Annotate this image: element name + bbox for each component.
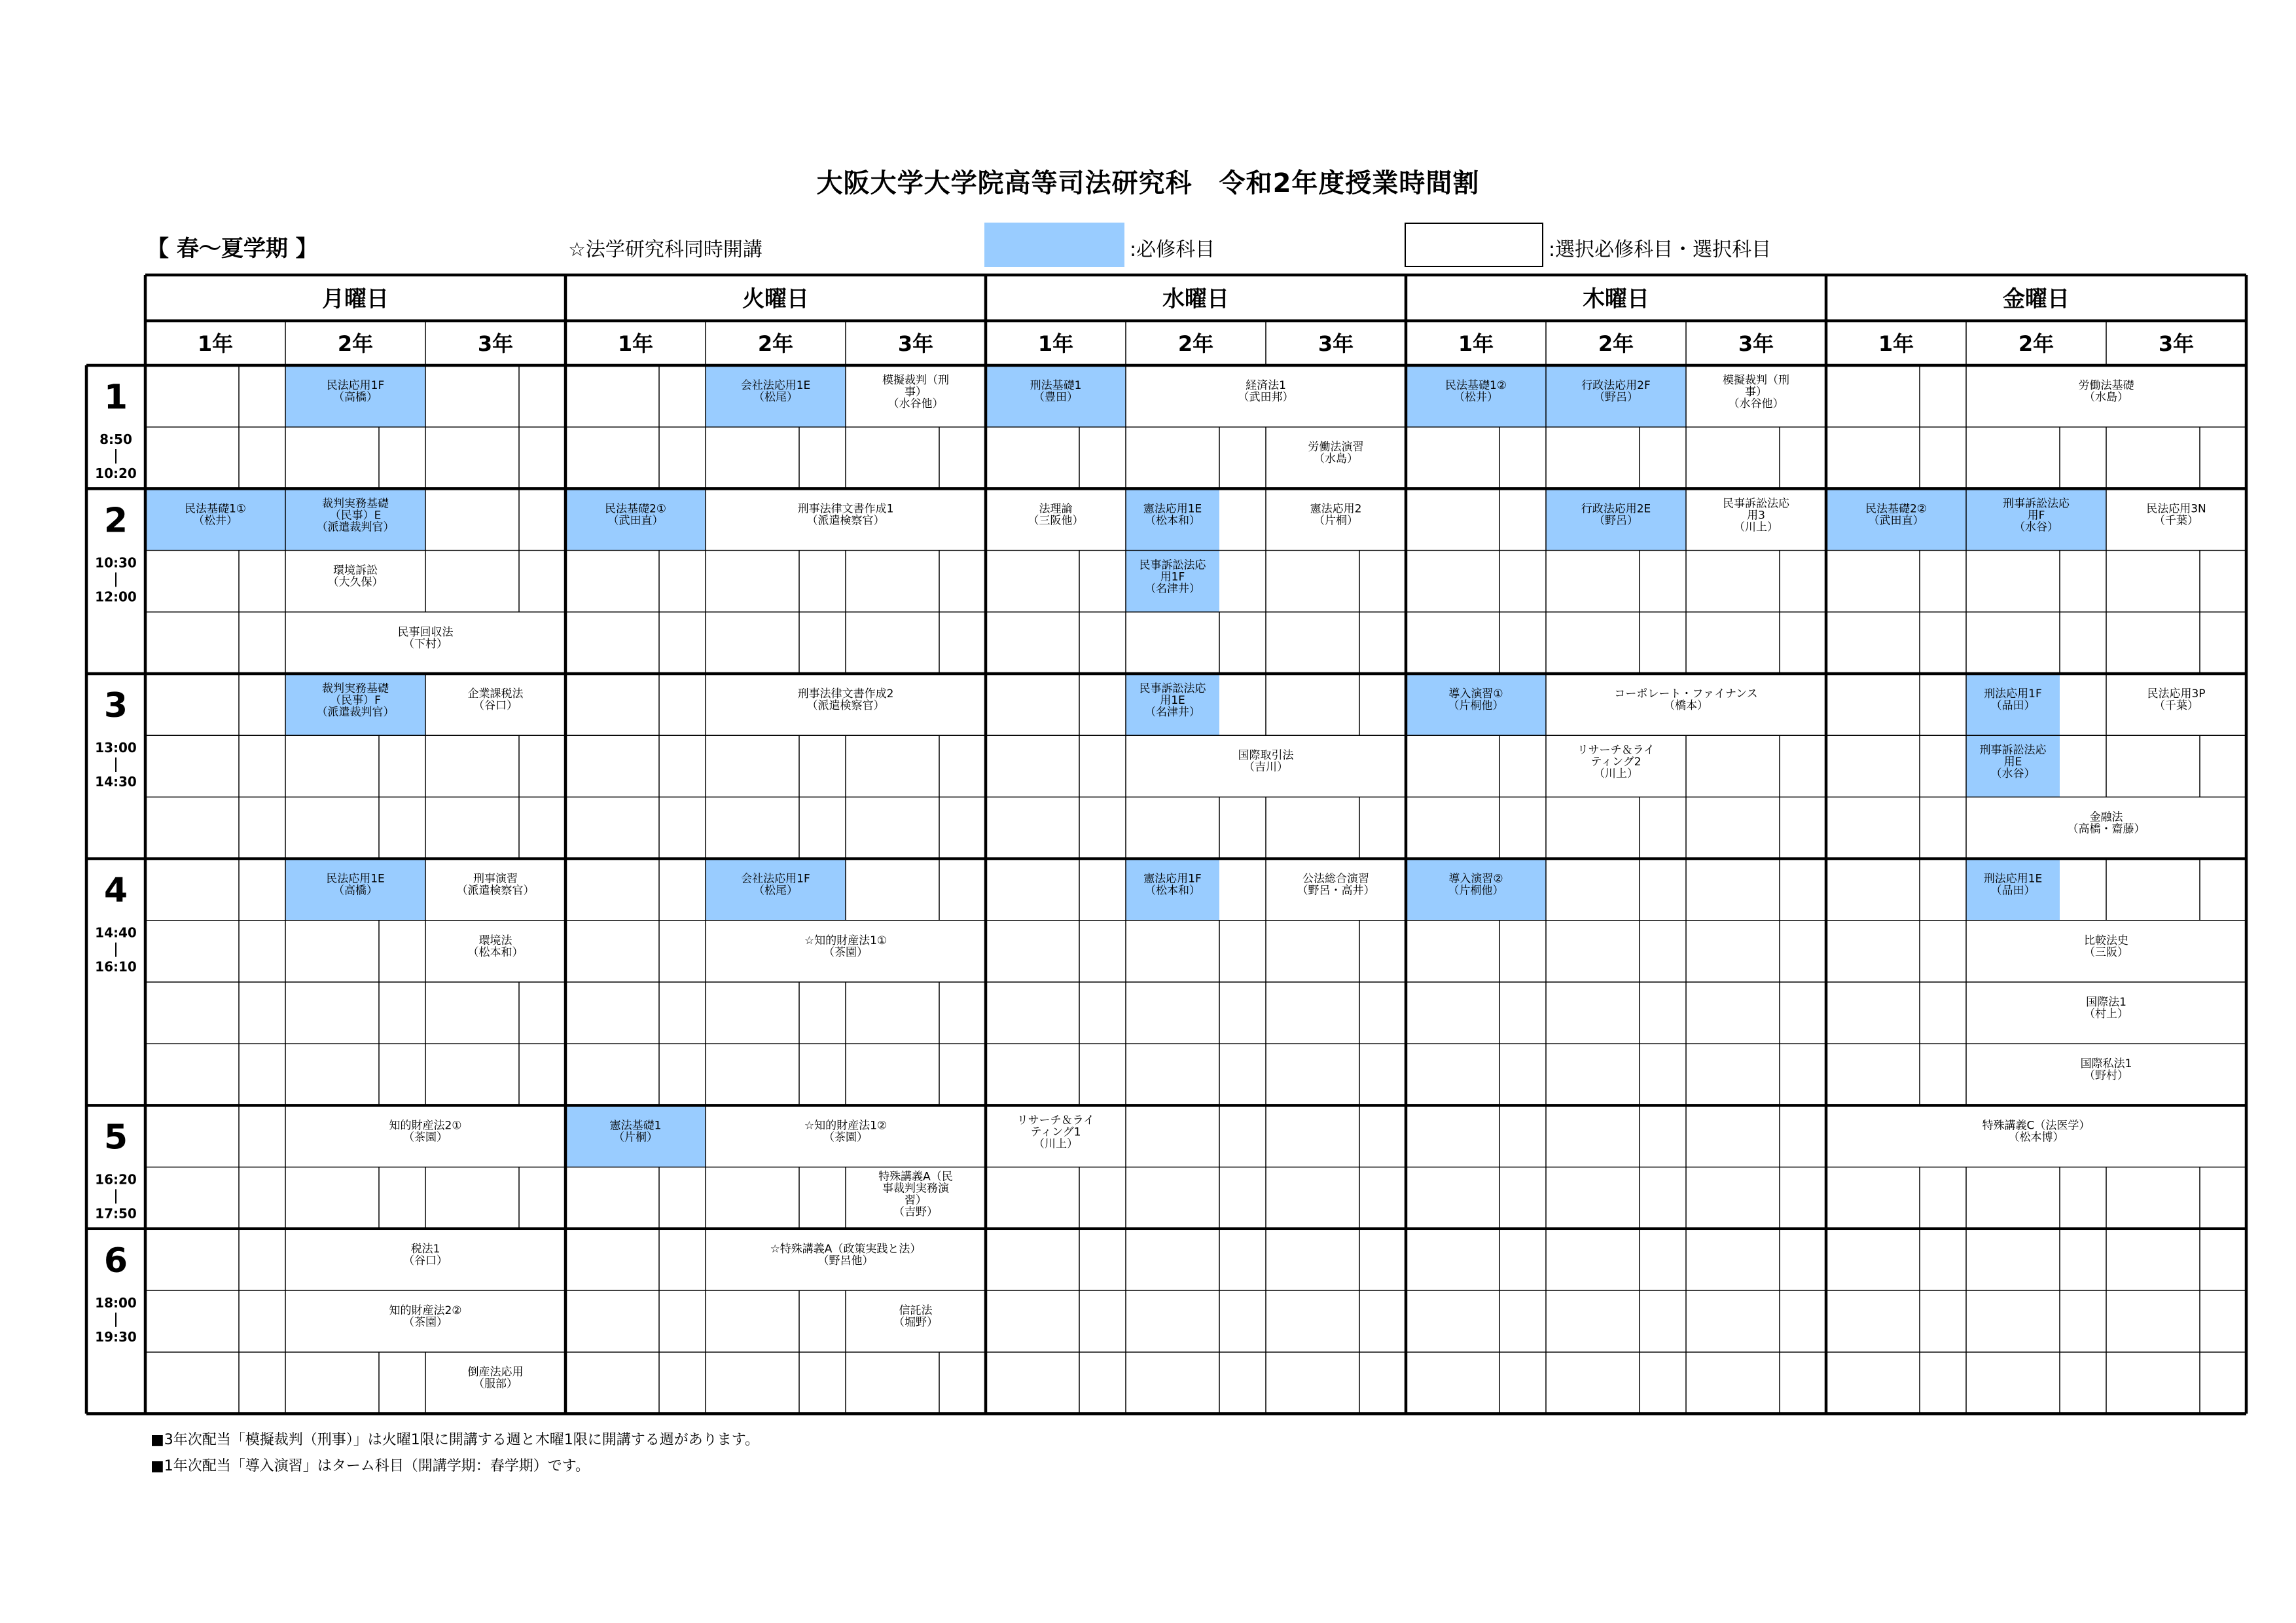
course-label xyxy=(1448,687,1504,712)
course-label-line: （高橋） xyxy=(333,884,378,898)
course-label-line: 知的財産法2① xyxy=(389,1119,462,1133)
course-label-line: （武田邦） xyxy=(1238,391,1294,404)
course-label-line: （三阪） xyxy=(2084,945,2128,959)
course-label xyxy=(1448,873,1504,898)
course-label-line: （野呂） xyxy=(1594,514,1638,528)
course-label-line: 刑法応用1E xyxy=(1983,872,2043,886)
course-label-line: （松本博） xyxy=(2008,1131,2064,1144)
year-header: 3年 xyxy=(897,331,934,356)
course-label xyxy=(185,502,246,527)
course-label-line: 環境法 xyxy=(478,934,512,947)
year-header: 1年 xyxy=(1458,331,1494,356)
period-end: 12:00 xyxy=(95,589,137,605)
year-header: 2年 xyxy=(337,331,374,356)
course-label xyxy=(1308,441,1364,465)
day-header: 金曜日 xyxy=(2003,286,2070,312)
period-number: 3 xyxy=(103,686,128,725)
course-label-line: （野村） xyxy=(2084,1069,2128,1083)
course-label-line: 裁判実務基礎 xyxy=(322,497,389,511)
course-label xyxy=(1143,873,1202,898)
course-label xyxy=(389,1304,461,1329)
course-label-line: 行政法応用2E xyxy=(1581,502,1651,516)
course-label-line: （大久保） xyxy=(327,575,384,589)
course-label-line: 信託法 xyxy=(899,1304,933,1317)
course-label-line: 会社法応用1F xyxy=(741,872,810,886)
course-label-line: （高橋・齋藤） xyxy=(2067,822,2145,836)
course-label xyxy=(605,502,666,527)
course-label-line: 民法応用3N xyxy=(2146,502,2206,516)
course-label-line: （松尾） xyxy=(753,884,798,898)
required-label: :必修科目 xyxy=(1130,238,1215,261)
course-label xyxy=(457,873,535,898)
course-label-line: 用F xyxy=(2027,509,2045,522)
course-label-line: （名津井） xyxy=(1145,582,1200,596)
course-label xyxy=(1982,1119,2090,1144)
course-label xyxy=(1310,502,1362,527)
course-label-line: （民事）F xyxy=(330,694,381,707)
course-label-line: （片桐） xyxy=(613,1131,658,1144)
course-label-line: （谷口） xyxy=(403,1254,448,1267)
course-label-line: コーポレート・ファイナンス xyxy=(1614,687,1758,701)
course-label-line: （茶園） xyxy=(823,945,868,959)
course-label-line: 憲法応用1E xyxy=(1143,502,1202,516)
year-header: 3年 xyxy=(1738,331,1774,356)
course-label-line: （橋本） xyxy=(1664,699,1708,712)
course-label-line: ☆特殊講義A（政策実践と法） xyxy=(770,1242,922,1256)
course-label-line: （谷口） xyxy=(473,699,518,712)
course-label xyxy=(770,1243,922,1267)
period-start: 13:00 xyxy=(95,740,137,756)
course-label-line: 比較法史 xyxy=(2084,934,2128,947)
course-label-line: （派遣検察官） xyxy=(806,699,885,712)
course-label xyxy=(1297,873,1375,898)
year-header: 1年 xyxy=(197,331,234,356)
course-label-line: 法理論 xyxy=(1039,502,1073,516)
course-label-line: （武田直） xyxy=(607,514,664,528)
year-header: 2年 xyxy=(757,331,794,356)
course-label-line: 環境訴訟 xyxy=(333,564,378,577)
period-start: 16:20 xyxy=(95,1171,137,1188)
year-header: 2年 xyxy=(1177,331,1214,356)
course-label xyxy=(878,1171,953,1219)
period-end: 19:30 xyxy=(95,1328,137,1345)
course-label-line: 導入演習① xyxy=(1448,687,1503,701)
course-label xyxy=(468,934,524,959)
course-label xyxy=(1865,502,1927,527)
course-label-line: （千葉） xyxy=(2154,699,2198,712)
course-label-line: （野呂他） xyxy=(817,1254,874,1267)
course-label-line: 民事回収法 xyxy=(397,625,454,639)
course-label-line: 模擬裁判（刑 xyxy=(1723,374,1789,387)
year-header: 2年 xyxy=(2018,331,2054,356)
course-label-line: 経済法1 xyxy=(1246,379,1286,392)
course-label-line: 会社法応用1E xyxy=(740,379,811,392)
course-label-line: 民法基礎2② xyxy=(1865,502,1928,516)
course-label-line: ☆知的財産法1① xyxy=(804,934,888,947)
course-label-line: （野呂） xyxy=(1594,391,1638,404)
course-label-line: （派遣裁判官） xyxy=(316,706,395,719)
year-header: 1年 xyxy=(1037,331,1074,356)
course-label-line: 国際私法1 xyxy=(2080,1057,2132,1071)
same-time-note: ☆法学研究科同時開講 xyxy=(568,238,762,261)
course-label-line: ☆知的財産法1② xyxy=(804,1119,888,1133)
course-label-line: 民法応用1F xyxy=(326,379,385,392)
course-label-line: 労働法基礎 xyxy=(2078,379,2134,392)
period-start: 14:40 xyxy=(95,924,137,941)
course-label-line: （高橋） xyxy=(333,391,378,404)
course-label-line: 労働法演習 xyxy=(1308,441,1364,454)
course-label-line: 事） xyxy=(905,386,927,399)
course-label-line: 憲法応用2 xyxy=(1310,502,1362,516)
course-label xyxy=(1143,502,1202,527)
course-label xyxy=(1028,502,1084,527)
course-label xyxy=(1238,379,1294,404)
course-label-line: （服部） xyxy=(473,1377,518,1391)
course-label xyxy=(2079,379,2135,404)
page-title: 大阪大学大学院高等司法研究科 令和2年度授業時間割 xyxy=(816,168,1480,198)
course-label-line: 行政法応用2F xyxy=(1581,379,1651,392)
year-header: 2年 xyxy=(1598,331,1634,356)
course-label-line: 憲法応用1F xyxy=(1143,872,1202,886)
course-label-line: （松本和） xyxy=(467,945,524,959)
course-label-line: 用1F xyxy=(1160,570,1185,584)
course-label-line: 民事訴訟法応 xyxy=(1723,497,1789,511)
course-label xyxy=(2146,502,2206,527)
course-label xyxy=(610,1119,662,1144)
course-label-line: （村上） xyxy=(2084,1008,2128,1021)
course-label-line: 刑事法律文書作成1 xyxy=(797,502,894,516)
year-header: 3年 xyxy=(1318,331,1354,356)
course-label-line: 倒産法応用 xyxy=(467,1366,524,1379)
course-label xyxy=(1614,687,1757,712)
course-label-line: （片桐他） xyxy=(1448,884,1504,898)
course-label-line: （名津井） xyxy=(1145,706,1200,719)
course-label-line: （千葉） xyxy=(2154,514,2198,528)
course-label-line: リサーチ＆ライ xyxy=(1016,1114,1095,1127)
course-label xyxy=(1017,1114,1094,1150)
course-label-line: （派遣裁判官） xyxy=(316,520,395,534)
term-label: 【 春～夏学期 】 xyxy=(147,236,318,262)
course-label xyxy=(398,626,454,651)
course-label-line: 国際法1 xyxy=(2086,996,2126,1009)
period-end: 14:30 xyxy=(95,774,137,790)
period-end: 17:50 xyxy=(95,1205,137,1222)
course-label-line: （片桐） xyxy=(1314,514,1358,528)
course-label-line: （民事）E xyxy=(329,509,382,522)
course-label-line: 民法応用1E xyxy=(326,872,385,886)
course-label xyxy=(328,564,384,589)
course-label-line: （豊田） xyxy=(1033,391,1078,404)
course-label-line: （水島） xyxy=(2084,391,2128,404)
course-label xyxy=(2084,934,2128,959)
course-label xyxy=(2068,811,2145,835)
course-label-line: （品田） xyxy=(1990,699,2036,712)
course-label-line: 事裁判実務演 xyxy=(882,1182,949,1195)
course-label-line: （堀野） xyxy=(893,1316,938,1329)
course-label-line: （派遣検察官） xyxy=(456,884,535,898)
course-label-line: 刑事法律文書作成2 xyxy=(797,687,894,701)
course-label-line: （松本和） xyxy=(1145,884,1200,898)
course-label-line: 習） xyxy=(905,1194,927,1207)
year-header: 3年 xyxy=(2158,331,2195,356)
period-number: 5 xyxy=(103,1118,128,1158)
course-label-line: 事） xyxy=(1745,386,1767,399)
day-header: 月曜日 xyxy=(322,286,389,312)
footnote-1: ■3年次配当「模擬裁判（刑事）」は火曜1限に開講する週と木曜1限に開講する週があります。 xyxy=(151,1432,760,1448)
course-label xyxy=(893,1304,938,1329)
course-label xyxy=(1984,873,2043,898)
course-label-line: 公法総合演習 xyxy=(1302,872,1369,886)
course-label xyxy=(403,1243,448,1267)
course-label-line: 民法基礎2① xyxy=(604,502,667,516)
course-label-line: 裁判実務基礎 xyxy=(322,682,389,695)
course-label-line: 刑法基礎1 xyxy=(1030,379,1082,392)
period-start: 10:30 xyxy=(95,555,137,571)
course-label-line: （吉野） xyxy=(893,1205,938,1219)
course-label-line: （野呂・高井） xyxy=(1297,884,1375,898)
course-label xyxy=(1030,379,1082,404)
course-label-line: 憲法基礎1 xyxy=(609,1119,662,1133)
course-label-line: 刑法応用1F xyxy=(1984,687,2042,701)
period-number: 2 xyxy=(103,501,128,541)
course-label xyxy=(798,502,894,527)
course-label-line: （下村） xyxy=(403,637,448,651)
course-label-line: 模擬裁判（刑 xyxy=(882,374,949,387)
course-label xyxy=(468,687,524,712)
course-label-line: （武田直） xyxy=(1868,514,1924,528)
period-end: 10:20 xyxy=(95,465,137,481)
course-label-line: 知的財産法2② xyxy=(389,1304,462,1317)
course-label-line: （茶園） xyxy=(823,1131,868,1144)
course-label-line: 企業課税法 xyxy=(467,687,524,701)
course-label-line: （川上） xyxy=(1734,520,1778,534)
course-label-line: （川上） xyxy=(1033,1137,1078,1151)
course-label-line: （松井） xyxy=(1454,391,1498,404)
period-start: 8:50 xyxy=(99,431,132,447)
course-label xyxy=(389,1119,461,1144)
course-label-line: （水谷他） xyxy=(888,397,944,410)
course-label xyxy=(1445,379,1507,404)
course-label-line: 民事訴訟法応 xyxy=(1139,558,1206,572)
course-label-line: 民法基礎1① xyxy=(184,502,247,516)
course-label-line: ティング2 xyxy=(1590,756,1641,769)
year-header: 3年 xyxy=(477,331,514,356)
period-number: 4 xyxy=(103,871,128,911)
course-label-line: （茶園） xyxy=(403,1316,448,1329)
day-header: 木曜日 xyxy=(1583,286,1649,312)
course-label-line: （水島） xyxy=(1314,452,1358,466)
course-label xyxy=(1984,687,2042,712)
period-end: 16:10 xyxy=(95,958,137,975)
course-label xyxy=(1723,373,1789,410)
course-label-line: （水谷他） xyxy=(1728,397,1784,410)
course-label xyxy=(798,687,894,712)
course-label-line: 税法1 xyxy=(410,1242,440,1256)
course-label-line: （三阪他） xyxy=(1028,514,1084,528)
course-label-line: リサーチ＆ライ xyxy=(1577,744,1655,757)
course-label xyxy=(804,934,887,959)
course-label xyxy=(2084,996,2128,1021)
course-label xyxy=(326,873,385,898)
course-label xyxy=(2147,687,2205,712)
course-label-line: （茶園） xyxy=(403,1131,448,1144)
day-header: 火曜日 xyxy=(742,286,809,312)
course-label-line: （品田） xyxy=(1990,884,2036,898)
course-label-line: 用3 xyxy=(1747,509,1765,522)
course-label xyxy=(1723,497,1790,534)
course-label-line: （派遣検察官） xyxy=(806,514,885,528)
course-label-line: （吉川） xyxy=(1244,761,1288,775)
course-label xyxy=(327,379,385,404)
course-label-line: 刑事訴訟法応 xyxy=(2003,497,2070,511)
course-label-line: （松井） xyxy=(193,514,238,528)
period-number: 1 xyxy=(103,378,128,417)
course-label-line: 民法基礎1② xyxy=(1444,379,1507,392)
course-label-line: （川上） xyxy=(1594,767,1638,781)
course-label-line: ティング1 xyxy=(1030,1125,1081,1139)
course-label-line: 用E xyxy=(2003,756,2022,769)
elective-label: :選択必修科目・選択科目 xyxy=(1549,238,1772,261)
course-label-line: （水谷） xyxy=(2014,520,2058,534)
course-label xyxy=(468,1366,524,1391)
course-label-line: （松尾） xyxy=(753,391,798,404)
course-label xyxy=(1577,744,1655,780)
course-label xyxy=(1238,749,1295,774)
year-header: 1年 xyxy=(1878,331,1914,356)
course-label-line: （片桐他） xyxy=(1448,699,1504,712)
course-label-line: 国際取引法 xyxy=(1238,749,1294,763)
course-label-line: 導入演習② xyxy=(1448,872,1503,886)
course-label-line: 刑事演習 xyxy=(473,872,518,886)
footnote-2: ■1年次配当「導入演習」はターム科目（開講学期：春学期）です。 xyxy=(151,1458,590,1474)
course-label-line: 特殊講義C（法医学） xyxy=(1982,1119,2090,1133)
course-label xyxy=(2081,1057,2132,1082)
period-start: 18:00 xyxy=(95,1294,137,1311)
course-label-line: 特殊講義A（民 xyxy=(878,1170,953,1184)
course-label-line: 民法応用3P xyxy=(2147,687,2206,701)
period-number: 6 xyxy=(103,1241,128,1281)
course-label xyxy=(804,1119,887,1144)
course-label xyxy=(882,373,949,410)
course-label-line: 金融法 xyxy=(2089,811,2123,824)
course-label-line: （水谷） xyxy=(1990,767,2036,781)
day-header: 水曜日 xyxy=(1162,286,1229,312)
course-label-line: （松本和） xyxy=(1145,514,1200,528)
year-header: 1年 xyxy=(617,331,654,356)
course-label-line: 刑事訴訟法応 xyxy=(1979,744,2047,757)
course-label-line: 民事訴訟法応 xyxy=(1139,682,1206,695)
course-label-line: 用1E xyxy=(1160,694,1185,707)
